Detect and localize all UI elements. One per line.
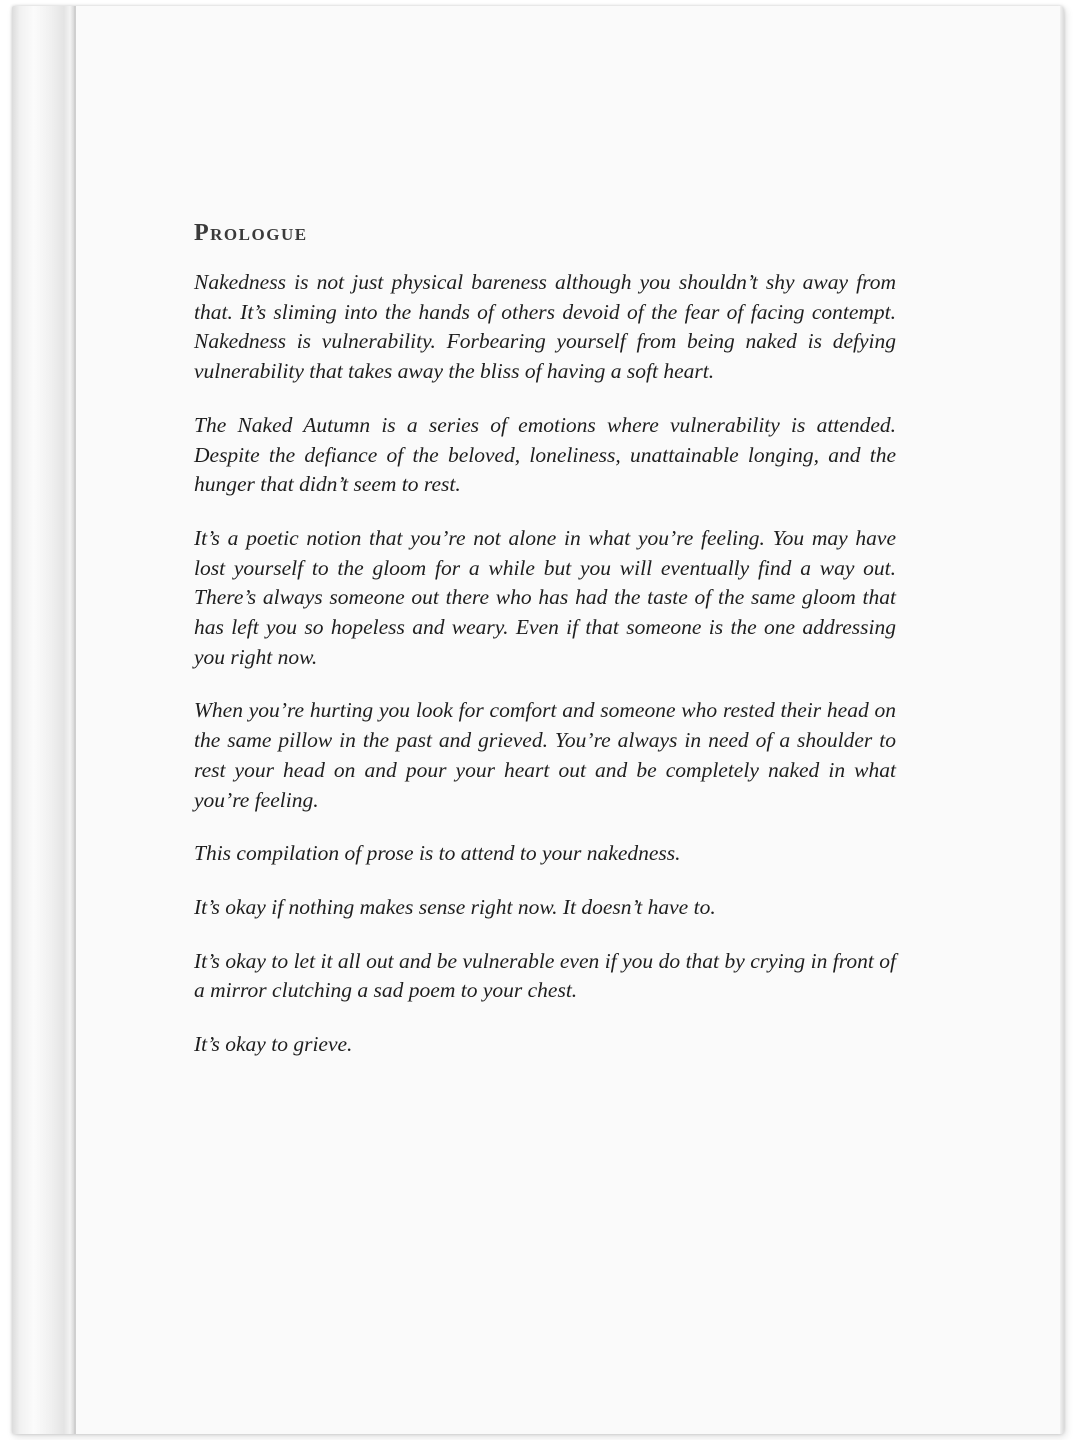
spine-crease <box>74 6 76 1434</box>
page-body <box>194 218 896 1084</box>
book-spine <box>12 6 76 1434</box>
book-page <box>12 6 1064 1434</box>
paragraph: This compilation of prose is to attend to your nakedness. <box>194 841 681 866</box>
paragraph: The Naked Autumn is a series of emotions where vulnerability is attended. Despite the defiance of the beloved, loneliness, unattainable longing, and the hunger that didn’t seem to rest. <box>194 412 896 497</box>
paragraph: It’s okay to grieve. <box>194 1032 353 1057</box>
paragraph: Nakedness is not just physical bareness although you shouldn’t shy away from that. It’s sliming into the hands of others devoid of the fear of facing contempt. Nakedness is vulnerability. Forbearing yourself from being naked is defying vulnerability that takes away the bliss of having a soft heart. <box>194 270 896 384</box>
paragraph: When you’re hurting you look for comfort and someone who rested their head on the same pillow in the past and grieved. You’re always in need of a shoulder to rest your head on and pour your heart out and be completely naked in what you’re feeling. <box>194 698 896 812</box>
paragraph: It’s a poetic notion that you’re not alone in what you’re feeling. You may have lost yourself to the gloom for a while but you will eventually find a way out. There’s always someone out there who has had the taste of the same gloom that has left you so hopeless and weary. Even if that someone is the one addressing you right now. <box>194 525 896 669</box>
paragraph: It’s okay to let it all out and be vulnerable even if you do that by crying in front of a mirror clutching a sad poem to your chest. <box>194 948 896 1003</box>
chapter-title: Prologue <box>194 220 308 246</box>
paragraph: It’s okay if nothing makes sense right now. It doesn’t have to. <box>194 894 716 919</box>
page-edge <box>1060 6 1064 1434</box>
